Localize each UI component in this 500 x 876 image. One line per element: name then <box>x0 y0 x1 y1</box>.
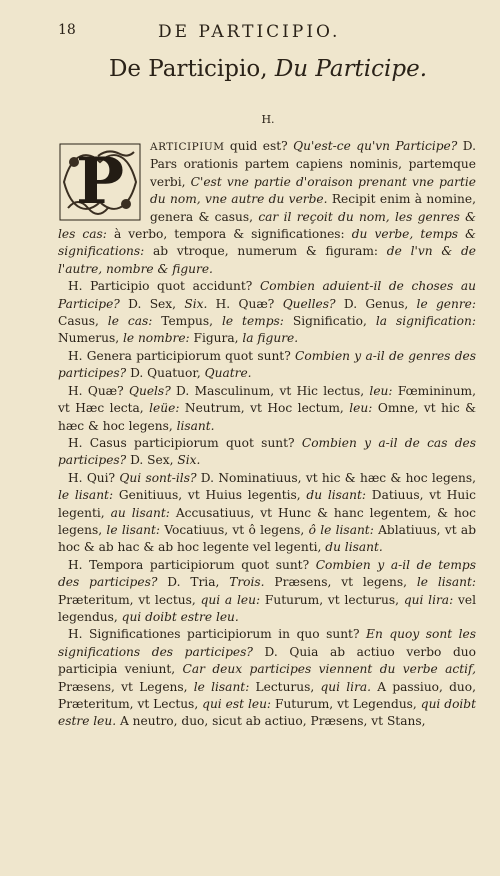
latin-text: Fœmininum, vt Hæc lecta, <box>58 383 476 416</box>
latin-text: H. Quæ? <box>207 296 283 311</box>
french-gloss: En quoy sont les significations des participes? <box>58 627 477 659</box>
paragraph <box>58 348 476 383</box>
paragraph <box>58 278 476 348</box>
latin-text: Præteritum, vt lectus, <box>58 592 201 607</box>
latin-text: Accusatiuus, vt Hunc & hanc legentem, & hoc legens, <box>58 505 476 537</box>
latin-text: H. Tempora participiorum quot sunt? <box>68 557 316 572</box>
latin-text: Datiuus, vt Huic legenti, <box>58 488 476 520</box>
french-gloss: du lisant: <box>306 488 367 503</box>
french-gloss: lisant. <box>176 418 215 433</box>
french-gloss: qui lira. <box>320 679 372 694</box>
latin-text: Vocatiuus, vt ô legens, <box>160 522 309 537</box>
french-gloss: leu: <box>369 383 393 398</box>
french-gloss: qui doibt estre leu. <box>121 609 239 624</box>
latin-text: D. Genus, <box>335 296 417 311</box>
latin-text: Omne, vt hic & hæc & hoc legens, <box>58 401 476 433</box>
paragraph <box>58 626 476 730</box>
latin-text: D. Sex, <box>119 296 185 311</box>
latin-text: quid est? <box>224 139 294 153</box>
latin-text: Genitiuus, vt Huius legentis, <box>113 488 307 503</box>
french-gloss: ô le lisant: <box>308 522 374 537</box>
paragraph <box>58 435 476 470</box>
latin-text: D. Pars orationis partem capiens nominis, partemque verbi, <box>150 139 476 189</box>
text-body <box>58 138 476 731</box>
french-gloss: de l'vn & de l'autre, nombre & figure. <box>58 244 476 276</box>
french-gloss: le genre: <box>416 296 476 311</box>
latin-text: H. Qui? <box>68 470 120 485</box>
latin-text: D. Nominatiuus, vt hic & hæc & hoc legens, <box>196 470 476 485</box>
french-gloss: Quels? <box>128 383 171 398</box>
title-french: Du Participe. <box>274 56 428 82</box>
latin-text: Recipit enim à nomine, genera & casus, <box>150 192 476 224</box>
french-gloss: leüe: <box>149 401 180 416</box>
french-gloss: du verbe, temps & significations: <box>58 227 476 259</box>
french-gloss: qui lira: <box>403 592 454 607</box>
french-gloss: le nombre: <box>122 331 190 346</box>
french-gloss: Six. <box>184 296 208 311</box>
latin-text: Lecturus, <box>249 679 321 694</box>
paragraph-list <box>58 138 476 731</box>
paragraph <box>58 383 476 435</box>
french-gloss: Quatre. <box>204 366 252 381</box>
latin-text: D. Quia ab actiuo verbo duo participia veniunt, <box>58 644 476 677</box>
latin-text: D. Quatuor, <box>126 366 205 381</box>
french-gloss: Combien y a-il de genres des participes? <box>58 348 476 381</box>
french-gloss: Trois. <box>229 575 265 590</box>
latin-text: Neutrum, vt Hoc lectum, <box>179 401 350 416</box>
french-gloss: Car deux participes viennent du verbe actif, <box>182 662 476 677</box>
chapter-title <box>58 56 478 82</box>
latin-text: Significatio, <box>283 314 376 329</box>
running-head: DE PARTICIPIO. <box>158 22 341 42</box>
latin-text: vel legendus, <box>58 592 477 624</box>
french-gloss: du lisant. <box>325 540 383 555</box>
latin-text: Præsens, vt Legens, <box>58 679 194 694</box>
french-gloss: la figure. <box>242 331 299 346</box>
french-gloss: Qu'est-ce qu'vn Participe? <box>293 139 458 153</box>
french-gloss: car il reçoit du nom, les genres & les cas: <box>58 209 477 242</box>
french-gloss: le lisant: <box>106 522 161 537</box>
speaker-marker: H. <box>261 113 275 126</box>
page-number: 18 <box>58 22 76 38</box>
dropcap-letter: P <box>75 144 125 219</box>
french-gloss: qui doibt estre leu. <box>58 697 477 729</box>
paragraph <box>58 470 476 557</box>
french-gloss: qui a leu: <box>200 592 261 607</box>
french-gloss: Qui sont-ils? <box>119 470 197 485</box>
french-gloss: C'est vne partie d'oraison prenant vne partie du nom, vne autre du verbe. <box>150 174 477 207</box>
paragraph <box>58 557 476 627</box>
latin-text: Futurum, vt lecturus, <box>260 592 404 607</box>
french-gloss: le lisant: <box>193 679 250 694</box>
french-gloss: le lisant: <box>58 488 114 503</box>
page-header <box>58 22 480 44</box>
french-gloss: le cas: <box>107 314 153 329</box>
latin-text: ab vtroque, numerum & figuram: <box>144 244 387 259</box>
french-gloss: le lisant: <box>416 575 477 590</box>
latin-text: A neutro, duo, sicut ab actiuo, Præsens, vt Stans, <box>116 714 426 729</box>
latin-text: Præsens, vt legens, <box>264 575 417 590</box>
latin-text: Futurum, vt Legendus, <box>271 697 421 711</box>
french-gloss: le temps: <box>221 314 284 329</box>
latin-text: H. Quæ? <box>68 383 129 398</box>
latin-text: à verbo, tempora & significationes: <box>106 227 352 242</box>
french-gloss: Combien y a-il de temps des participes? <box>58 557 476 590</box>
title-latin: De Participio, <box>108 56 268 82</box>
latin-text: D. Masculinum, vt Hic lectus, <box>170 383 370 398</box>
latin-text: H. Participio quot accidunt? <box>68 279 260 294</box>
french-gloss: leu: <box>349 401 373 416</box>
latin-text: Tempus, <box>152 314 222 329</box>
french-gloss: Six. <box>177 453 201 468</box>
latin-text: H. Significationes participiorum in quo sunt? <box>68 627 367 642</box>
latin-text: Casus, <box>58 314 108 329</box>
latin-text: H. Genera participiorum quot sunt? <box>68 348 296 363</box>
small-caps-word: ARTICIPIUM <box>150 141 225 153</box>
latin-text: Ablatiuus, vt ab hoc & ab hac & ab hoc legente vel legenti, <box>58 522 476 555</box>
latin-text: Numerus, <box>58 331 123 346</box>
french-gloss: Combien y a-il de cas des participes? <box>58 435 477 468</box>
ornamental-dropcap <box>58 142 142 222</box>
french-gloss: Combien aduient-il de choses au Participe? <box>58 279 476 311</box>
french-gloss: au lisant: <box>110 505 170 520</box>
latin-text: D. Sex, <box>126 453 178 468</box>
latin-text: D. Tria, <box>157 575 230 590</box>
french-gloss: la signification: <box>375 314 476 329</box>
french-gloss: Quelles? <box>282 296 336 311</box>
latin-text: A passiuo, duo, Præteritum, vt Lectus, <box>58 679 476 711</box>
latin-text: H. Casus participiorum quot sunt? <box>68 435 302 450</box>
latin-text: Figura, <box>189 331 243 346</box>
french-gloss: qui est leu: <box>202 697 272 711</box>
